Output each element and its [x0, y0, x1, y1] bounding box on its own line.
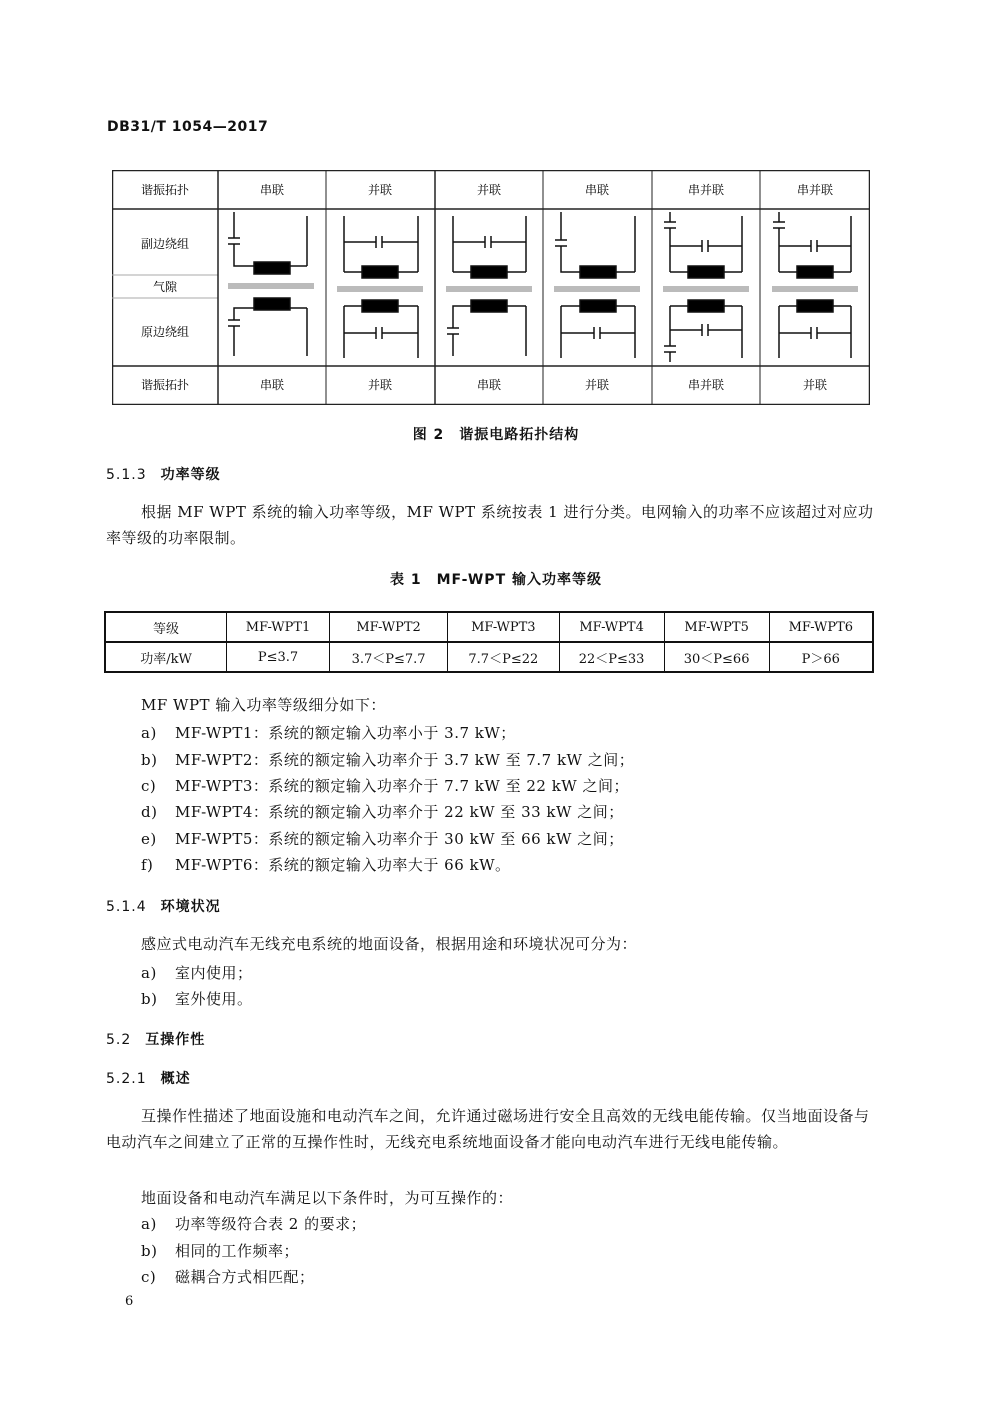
- list-item: [141, 1240, 299, 1261]
- section-heading-5-1-3: [106, 464, 221, 484]
- table-cell: MF-WPT6: [769, 612, 873, 642]
- list-text: 相同的工作频率；: [175, 1242, 300, 1260]
- table-cell: MF-WPT4: [559, 612, 664, 642]
- paragraph-interoperability: 互操作性描述了地面设施和电动汽车之间，允许通过磁场进行安全且高效的无线电能传输。仅当地面设备与电动汽车之间建立了正常的互操作性时，无线充电系统地面设备才能向电动汽车进行无线电能传输。: [106, 1107, 870, 1151]
- table-cell: MF-WPT1: [227, 612, 330, 642]
- list-text: 磁耦合方式相匹配；: [175, 1268, 315, 1286]
- topo-bottom-label: 串联: [476, 378, 502, 392]
- circuit-sp-parallel: [772, 212, 858, 358]
- list-label: b): [141, 1242, 158, 1260]
- table-cell: 3.7＜P≤7.7: [330, 642, 448, 672]
- list-label: b): [141, 990, 158, 1008]
- circuit-parallel-series: [446, 216, 532, 356]
- list-item: [141, 962, 253, 983]
- table-cell: P≤3.7: [227, 642, 330, 672]
- table-cell: 功率/kW: [105, 642, 227, 672]
- section-title: 功率等级: [160, 467, 221, 483]
- list-text: 功率等级符合表 2 的要求；: [175, 1215, 367, 1233]
- section-heading-5-2: [106, 1029, 205, 1049]
- topo-top-label: 并联: [367, 183, 393, 197]
- topo-top-label: 串并联: [796, 183, 834, 197]
- table-caption: 表 1 MF-WPT 输入功率等级: [390, 572, 602, 588]
- list-text: 室内使用；: [175, 964, 253, 982]
- list-label: c): [141, 1268, 157, 1286]
- list-item: [141, 828, 624, 849]
- section-title: 互操作性: [145, 1032, 206, 1048]
- row-label-gap: 气隙: [152, 280, 178, 294]
- list-item: [141, 988, 253, 1009]
- row-label-secondary: 副边绕组: [140, 237, 190, 251]
- topo-top-label: 串联: [584, 183, 610, 197]
- paragraph-power-levels: 根据 MF WPT 系统的输入功率等级，MF WPT 系统按表 1 进行分类。电网输入的功率不应该超过对应功率等级的功率限制。: [106, 503, 874, 547]
- topo-top-label: 串并联: [687, 183, 725, 197]
- figure-caption: 图 2 谐振电路拓扑结构: [412, 427, 580, 443]
- header-label-bottom: 谐振拓扑: [140, 378, 190, 392]
- list-text: MF-WPT3：系统的额定输入功率介于 7.7 kW 至 22 kW 之间；: [175, 777, 629, 795]
- list-item: [141, 722, 516, 743]
- table-cell: 等级: [105, 612, 227, 642]
- section-number: 5.1.3: [106, 467, 147, 483]
- list-text: 室外使用。: [175, 990, 253, 1008]
- list-item: [141, 749, 634, 770]
- table-row: [105, 642, 873, 672]
- section-title: 环境状况: [160, 899, 221, 915]
- topo-bottom-label: 并联: [584, 378, 610, 392]
- section-title: 概述: [160, 1071, 191, 1087]
- document-code: DB31/T 1054—2017: [107, 119, 269, 135]
- power-level-table: [104, 611, 874, 673]
- section-number: 5.1.4: [106, 899, 147, 915]
- header-label-top: 谐振拓扑: [140, 183, 190, 197]
- list-label: c): [141, 777, 157, 795]
- circuit-series-parallel: [554, 212, 640, 358]
- row-label-primary: 原边绕组: [140, 325, 190, 339]
- circuit-series-series: [228, 212, 314, 356]
- topo-top-label: 串联: [259, 183, 285, 197]
- section-number: 5.2.1: [106, 1071, 147, 1087]
- list-item: [141, 854, 511, 875]
- section-heading-5-1-4: [106, 896, 221, 916]
- topo-bottom-label: 并联: [367, 378, 393, 392]
- detail-intro: MF WPT 输入功率等级细分如下：: [141, 696, 386, 714]
- table-cell: 7.7＜P≤22: [448, 642, 560, 672]
- section-heading-5-2-1: [106, 1068, 191, 1088]
- list-text: MF-WPT2：系统的额定输入功率介于 3.7 kW 至 7.7 kW 之间；: [175, 751, 635, 769]
- topology-figure: [112, 170, 870, 405]
- list-label: e): [141, 830, 157, 848]
- list-text: MF-WPT5：系统的额定输入功率介于 30 kW 至 66 kW 之间；: [175, 830, 624, 848]
- list-item: [141, 801, 624, 822]
- table-cell: MF-WPT5: [664, 612, 769, 642]
- list-text: MF-WPT4：系统的额定输入功率介于 22 kW 至 33 kW 之间；: [175, 803, 624, 821]
- list-item: [141, 775, 629, 796]
- circuit-sp-sp: [663, 212, 749, 362]
- list-text: MF-WPT6：系统的额定输入功率大于 66 kW。: [175, 856, 511, 874]
- table-cell: MF-WPT2: [330, 612, 448, 642]
- table-cell: P＞66: [769, 642, 873, 672]
- list-label: a): [141, 964, 157, 982]
- circuit-parallel-parallel: [337, 216, 423, 358]
- list-label: b): [141, 751, 158, 769]
- cond-intro: 地面设备和电动汽车满足以下条件时，为可互操作的：: [141, 1189, 514, 1207]
- env-intro: 感应式电动汽车无线充电系统的地面设备，根据用途和环境状况可分为：: [141, 935, 638, 953]
- table-row: [105, 612, 873, 642]
- section-number: 5.2: [106, 1032, 132, 1048]
- topo-bottom-label: 串并联: [687, 378, 725, 392]
- list-text: MF-WPT1：系统的额定输入功率小于 3.7 kW；: [175, 724, 516, 742]
- list-label: a): [141, 724, 157, 742]
- list-label: d): [141, 803, 158, 821]
- topo-bottom-label: 并联: [802, 378, 828, 392]
- topo-top-label: 并联: [476, 183, 502, 197]
- list-label: a): [141, 1215, 157, 1233]
- list-item: [141, 1213, 366, 1234]
- table-cell: MF-WPT3: [448, 612, 560, 642]
- list-label: f): [141, 856, 154, 874]
- table-cell: 22＜P≤33: [559, 642, 664, 672]
- table-cell: 30＜P≤66: [664, 642, 769, 672]
- list-item: [141, 1266, 315, 1287]
- topo-bottom-label: 串联: [259, 378, 285, 392]
- page-number: 6: [125, 1294, 134, 1309]
